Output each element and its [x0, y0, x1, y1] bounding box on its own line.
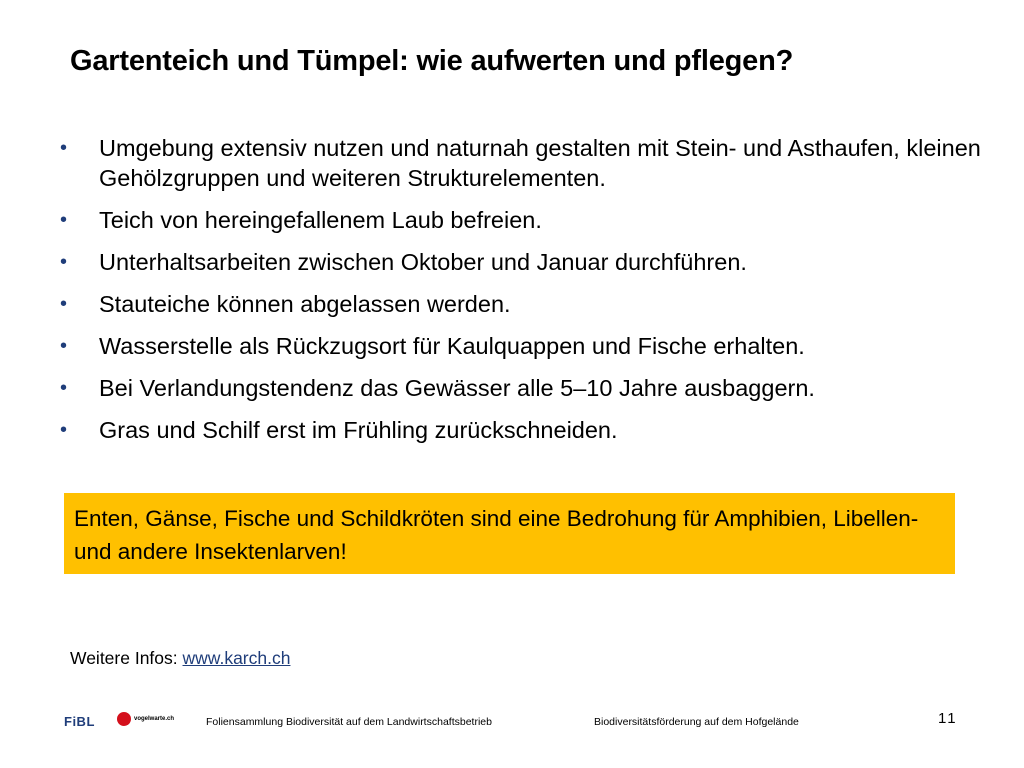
bullet-item [56, 331, 986, 361]
bullet-item [56, 247, 986, 277]
bullet-item [56, 205, 986, 235]
bullet-text: Wasserstelle als Rückzugsort für Kaulquappen und Fische erhalten. [99, 333, 805, 359]
fibl-logo: FiBL [64, 714, 95, 729]
bullet-icon: • [60, 137, 68, 159]
bullet-text: Gras und Schilf erst im Frühling zurückschneiden. [99, 417, 618, 443]
page-number: 11 [938, 710, 958, 727]
bullet-icon: • [60, 419, 68, 441]
bird-icon [117, 712, 131, 726]
bullet-text: Teich von hereingefallenem Laub befreien. [99, 207, 542, 233]
footer [0, 706, 1024, 736]
bullet-item [56, 373, 986, 403]
info-label: Weitere Infos: [70, 648, 178, 668]
slide-title: Gartenteich und Tümpel: wie aufwerten und pflegen? [70, 45, 794, 77]
bullet-icon: • [60, 251, 68, 273]
bullet-item [56, 133, 986, 193]
bullet-icon: • [60, 335, 68, 357]
bullet-text: Unterhaltsarbeiten zwischen Oktober und Januar durchführen. [99, 249, 747, 275]
info-line [70, 648, 290, 669]
bullet-text: Bei Verlandungstendenz das Gewässer alle 5–10 Jahre ausbaggern. [99, 375, 815, 401]
bullet-list [56, 133, 986, 457]
warning-callout: Enten, Gänse, Fische und Schildkröten sind eine Bedrohung für Amphibien, Libellen- und andere Insektenlarven! [64, 493, 955, 574]
bullet-text: Umgebung extensiv nutzen und naturnah gestalten mit Stein- und Asthaufen, kleinen Gehölzgruppen und weiteren Strukturelementen. [99, 135, 981, 191]
vogelwarte-logo-text: vogelwarte.ch [134, 716, 175, 722]
bullet-text: Stauteiche können abgelassen werden. [99, 291, 511, 317]
info-link[interactable]: www.karch.ch [182, 648, 291, 668]
bullet-icon: • [60, 209, 68, 231]
bullet-icon: • [60, 377, 68, 399]
bullet-item [56, 415, 986, 445]
bullet-item [56, 289, 986, 319]
vogelwarte-logo [117, 710, 174, 728]
footer-left-text: Foliensammlung Biodiversität auf dem Landwirtschaftsbetrieb [206, 716, 492, 728]
footer-right-text: Biodiversitätsförderung auf dem Hofgelände [594, 716, 799, 728]
bullet-icon: • [60, 293, 68, 315]
